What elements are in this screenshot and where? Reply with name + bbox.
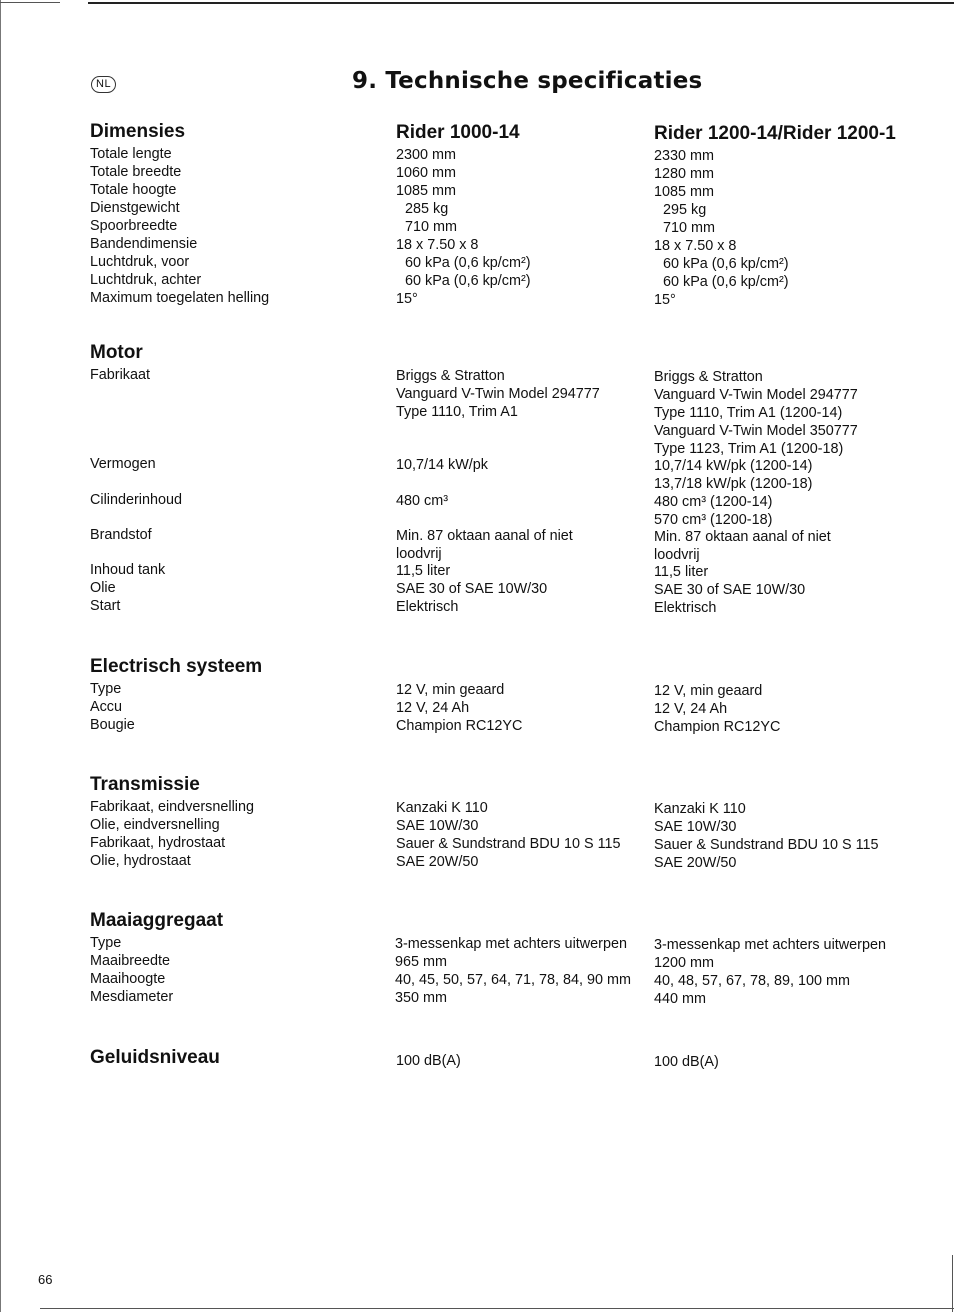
spec-value: 285 kg	[405, 201, 449, 217]
spec-value: 710 mm	[663, 220, 715, 236]
spec-label: Olie	[90, 580, 116, 596]
right-edge-line	[952, 1255, 953, 1312]
column-heading-rider-1200: Rider 1200-14/Rider 1200-1	[654, 123, 896, 144]
spec-label: Dienstgewicht	[90, 200, 180, 216]
spec-label: Brandstof	[90, 527, 152, 543]
spec-value: Vanguard V-Twin Model 294777	[654, 387, 858, 403]
spec-value: Vanguard V-Twin Model 350777	[654, 423, 858, 439]
spec-value: Type 1123, Trim A1 (1200-18)	[654, 441, 844, 457]
spec-label: Olie, hydrostaat	[90, 853, 191, 869]
spec-label: Mesdiameter	[90, 989, 174, 1005]
spec-value: 2300 mm	[396, 147, 456, 163]
page-number: 66	[38, 1272, 53, 1287]
spec-label: Fabrikaat, hydrostaat	[90, 835, 226, 851]
spec-value: Elektrisch	[654, 600, 717, 616]
top-rule	[88, 2, 954, 4]
section-title-electrisch-systeem: Electrisch systeem	[90, 656, 263, 677]
spec-value: 12 V, min geaard	[396, 682, 505, 698]
column-heading-rider-1000: Rider 1000-14	[396, 122, 520, 143]
section-title-motor: Motor	[90, 342, 143, 363]
spec-value: 13,7/18 kW/pk (1200-18)	[654, 476, 813, 492]
spec-value: Min. 87 oktaan aanal of niet	[654, 529, 831, 545]
spec-value: 11,5 liter	[396, 563, 451, 579]
spec-label: Totale breedte	[90, 164, 182, 180]
spec-value: 60 kPa (0,6 kp/cm²)	[405, 255, 531, 271]
language-badge: NL	[91, 76, 116, 93]
spec-value: 11,5 liter	[654, 564, 709, 580]
spec-label: Accu	[90, 699, 122, 715]
spec-value: Champion RC12YC	[396, 718, 523, 734]
spec-value: 40, 48, 57, 67, 78, 89, 100 mm	[654, 973, 851, 989]
spec-value: 18 x 7.50 x 8	[654, 238, 737, 254]
spec-label: Bandendimensie	[90, 236, 198, 252]
spec-value: Kanzaki K 110	[396, 800, 488, 816]
spec-value: 12 V, 24 Ah	[396, 700, 470, 716]
spec-label: Cilinderinhoud	[90, 492, 183, 508]
spec-value: 965 mm	[395, 954, 447, 970]
spec-value: Briggs & Stratton	[396, 368, 505, 384]
section-title-transmissie: Transmissie	[90, 774, 200, 795]
spec-value: Briggs & Stratton	[654, 369, 763, 385]
spec-value: 710 mm	[405, 219, 457, 235]
spec-value: 60 kPa (0,6 kp/cm²)	[405, 273, 531, 289]
spec-value: 480 cm³	[396, 493, 448, 509]
spec-value: Min. 87 oktaan aanal of niet	[396, 528, 573, 544]
spec-value: Sauer & Sundstrand BDU 10 S 115	[654, 837, 879, 853]
spec-value: Type 1110, Trim A1	[396, 404, 518, 420]
spec-value: 12 V, 24 Ah	[654, 701, 728, 717]
spec-value: 1085 mm	[396, 183, 456, 199]
spec-value: 1085 mm	[654, 184, 714, 200]
spec-value: 3-messenkap met achters uitwerpen	[654, 937, 886, 953]
top-rule-left	[0, 2, 60, 3]
spec-value-rider-1000: 100 dB(A)	[396, 1053, 461, 1069]
spec-value-rider-1200: 100 dB(A)	[654, 1054, 719, 1070]
spec-value: 3-messenkap met achters uitwerpen	[395, 936, 627, 952]
spec-value: 60 kPa (0,6 kp/cm²)	[663, 256, 789, 272]
spec-value: SAE 10W/30	[396, 818, 479, 834]
spec-value: Type 1110, Trim A1 (1200-14)	[654, 405, 843, 421]
spec-label: Inhoud tank	[90, 562, 166, 578]
spec-value: Elektrisch	[396, 599, 459, 615]
spec-value: SAE 20W/50	[396, 854, 479, 870]
spec-value: 1280 mm	[654, 166, 714, 182]
spec-value: 40, 45, 50, 57, 64, 71, 78, 84, 90 mm	[395, 972, 632, 988]
spec-value: 350 mm	[395, 990, 447, 1006]
spec-value: 295 kg	[663, 202, 707, 218]
spec-label: Bougie	[90, 717, 135, 733]
spec-value: 440 mm	[654, 991, 706, 1007]
spec-value: SAE 30 of SAE 10W/30	[396, 581, 548, 597]
spec-label: Totale lengte	[90, 146, 172, 162]
spec-value: Kanzaki K 110	[654, 801, 746, 817]
spec-value: 15°	[396, 291, 418, 307]
spec-label: Maaihoogte	[90, 971, 166, 987]
spec-label: Olie, eindversnelling	[90, 817, 220, 833]
spec-value: loodvrij	[654, 547, 700, 563]
spec-value: 10,7/14 kW/pk	[396, 457, 488, 473]
spec-label: Start	[90, 598, 121, 614]
spec-value: 15°	[654, 292, 676, 308]
spec-label: Luchtdruk, achter	[90, 272, 202, 288]
bottom-rule	[40, 1308, 954, 1309]
left-edge-line	[0, 0, 1, 1312]
spec-label: Type	[90, 935, 122, 951]
spec-value: SAE 30 of SAE 10W/30	[654, 582, 806, 598]
section-title-geluidsniveau: Geluidsniveau	[90, 1047, 220, 1068]
spec-value: Champion RC12YC	[654, 719, 781, 735]
spec-label: Type	[90, 681, 122, 697]
spec-value: SAE 20W/50	[654, 855, 737, 871]
spec-value: 12 V, min geaard	[654, 683, 763, 699]
spec-value: 2330 mm	[654, 148, 714, 164]
spec-value: 1200 mm	[654, 955, 714, 971]
spec-label: Luchtdruk, voor	[90, 254, 190, 270]
section-title-dimensies: Dimensies	[90, 121, 186, 142]
spec-value: 60 kPa (0,6 kp/cm²)	[663, 274, 789, 290]
spec-label: Vermogen	[90, 456, 156, 472]
spec-value: loodvrij	[396, 546, 442, 562]
spec-label: Totale hoogte	[90, 182, 177, 198]
spec-label: Spoorbreedte	[90, 218, 178, 234]
spec-value: SAE 10W/30	[654, 819, 737, 835]
spec-label: Maaibreedte	[90, 953, 170, 969]
spec-value: Sauer & Sundstrand BDU 10 S 115	[396, 836, 621, 852]
page-title: 9. Technische specificaties	[352, 68, 703, 94]
spec-value: 18 x 7.50 x 8	[396, 237, 479, 253]
spec-label: Fabrikaat	[90, 367, 150, 383]
spec-label: Maximum toegelaten helling	[90, 290, 270, 306]
spec-value: 10,7/14 kW/pk (1200-14)	[654, 458, 813, 474]
spec-value: 1060 mm	[396, 165, 456, 181]
section-title-maaiaggregaat: Maaiaggregaat	[90, 910, 224, 931]
spec-value: 570 cm³ (1200-18)	[654, 512, 773, 528]
spec-label: Fabrikaat, eindversnelling	[90, 799, 254, 815]
spec-value: Vanguard V-Twin Model 294777	[396, 386, 600, 402]
spec-value: 480 cm³ (1200-14)	[654, 494, 773, 510]
